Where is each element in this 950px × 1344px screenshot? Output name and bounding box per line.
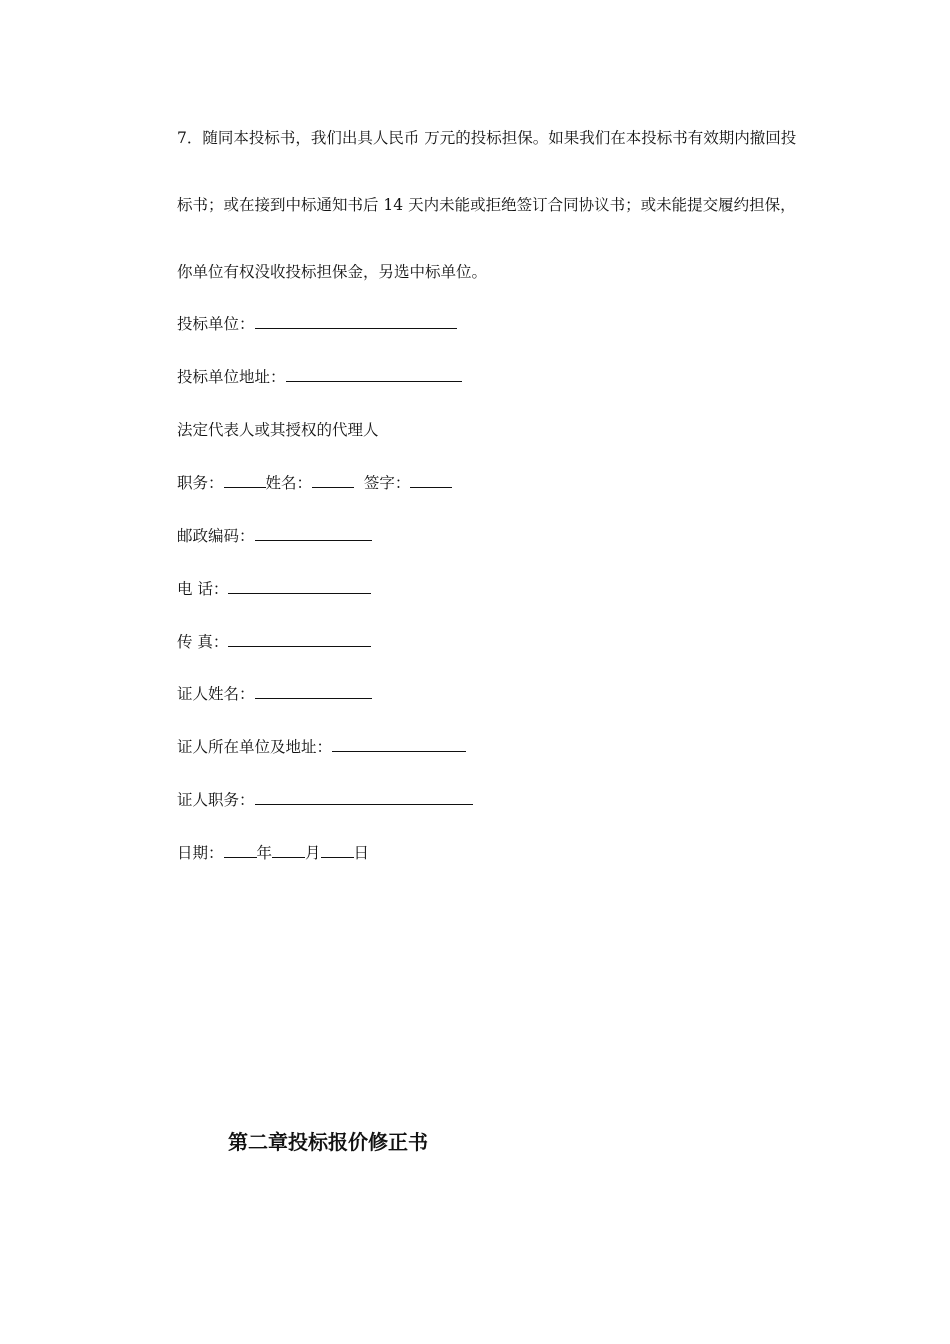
year-label: 年 xyxy=(256,844,273,862)
signature-label: 签字： xyxy=(363,474,411,492)
bidder-address-label: 投标单位地址： xyxy=(177,368,286,386)
signature-blank xyxy=(410,473,452,488)
phone-label: 电 话： xyxy=(177,580,229,598)
fax-blank xyxy=(228,632,371,647)
month-blank xyxy=(272,843,305,858)
fax-label: 传 真： xyxy=(177,633,229,651)
paragraph-line-2: 标书；或在接到中标通知书后 14 天内未能或拒绝签订合同协议书；或未能提交履约担保， xyxy=(177,196,796,214)
bidder-address-blank xyxy=(286,367,462,382)
bidder-unit-label: 投标单位： xyxy=(177,315,255,333)
month-label: 月 xyxy=(305,844,321,862)
postal-code-label: 邮政编码： xyxy=(177,527,255,545)
bidder-unit-blank xyxy=(255,314,457,329)
position-blank xyxy=(224,473,266,488)
bidder-unit-row xyxy=(177,314,457,334)
name-label: 姓名： xyxy=(265,474,313,492)
position-name-signature-row xyxy=(177,473,452,493)
legal-representative-label: 法定代表人或其授权的代理人 xyxy=(177,421,379,439)
paragraph-line-3: 你单位有权没收投标担保金，另选中标单位。 xyxy=(177,263,488,281)
chapter-title: 第二章投标报价修正书 xyxy=(228,1130,428,1154)
paragraph-line-1: 7．随同本投标书，我们出具人民币 万元的投标担保。如果我们在本投标书有效期内撤回投 xyxy=(177,129,797,147)
day-label: 日 xyxy=(353,844,370,862)
year-blank xyxy=(224,843,257,858)
date-row xyxy=(177,843,369,863)
witness-position-row xyxy=(177,790,473,810)
witness-unit-address-label: 证人所在单位及地址： xyxy=(177,738,333,756)
witness-unit-address-blank xyxy=(332,737,466,752)
day-blank xyxy=(321,843,354,858)
witness-position-label: 证人职务： xyxy=(177,791,255,809)
witness-unit-address-row xyxy=(177,737,466,757)
witness-name-blank xyxy=(255,684,372,699)
postal-code-row xyxy=(177,526,372,546)
bidder-address-row xyxy=(177,367,462,387)
name-blank xyxy=(312,473,354,488)
position-label: 职务： xyxy=(177,474,224,492)
phone-blank xyxy=(228,579,371,594)
witness-position-blank xyxy=(255,790,473,805)
fax-row xyxy=(177,632,371,652)
postal-code-blank xyxy=(255,526,372,541)
witness-name-row xyxy=(177,684,372,704)
phone-row xyxy=(177,579,371,599)
date-label: 日期： xyxy=(177,844,224,862)
witness-name-label: 证人姓名： xyxy=(177,685,255,703)
